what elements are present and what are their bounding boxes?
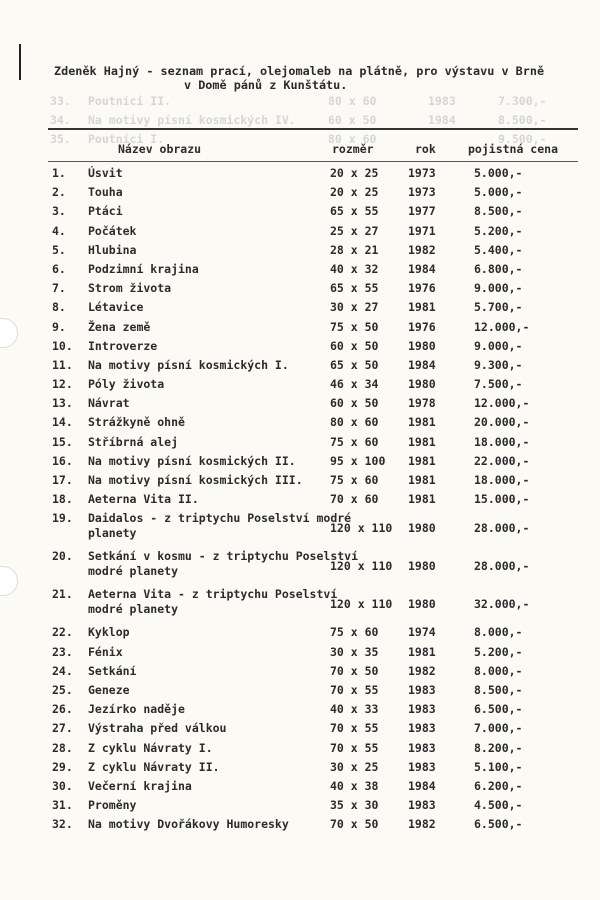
artwork-year: 1980 [408,521,436,536]
table-row [50,511,580,549]
insured-value: 8.000,- [474,663,523,678]
title-line-1: Zdeněk Hajný - seznam prací, olejomaleb na plátně, pro výstavu v Brně [54,64,545,78]
insured-value: 9.000,- [474,281,523,296]
artwork-title: Večerní krajina [88,778,192,793]
artwork-year: 1980 [408,377,436,392]
artwork-title: Počátek [88,223,137,238]
row-number: 19. [52,511,73,526]
artwork-year: 1983 [408,759,436,774]
insured-value: 4.500,- [474,798,523,813]
row-number: 20. [52,549,73,564]
row-number: 32. [52,817,73,832]
row-number: 15. [52,434,73,449]
artwork-year: 1978 [408,396,436,411]
insured-value: 5.700,- [474,300,523,315]
row-number: 28. [52,740,73,755]
table-row [50,281,580,300]
table-row [50,741,580,760]
artwork-title: Na motivy písní kosmických III. [88,473,303,487]
table-row [50,798,580,817]
artwork-title: Návrat [88,396,130,411]
artwork-year: 1974 [408,625,436,640]
insured-value: 6.500,- [474,817,523,832]
bleed-through-price: 7.300,- [498,94,547,108]
column-header-name: Název obrazu [118,142,202,156]
punch-hole [0,318,18,348]
artwork-title: Aeterna Vita II. [88,492,199,507]
artwork-title: Proměny [88,798,137,813]
insured-value: 6.500,- [474,702,523,717]
artwork-title: Úsvit [88,166,123,180]
row-number: 22. [52,625,73,640]
column-header-year: rok [415,142,436,156]
artwork-dimensions: 70 x 55 [330,740,379,755]
artwork-year: 1983 [408,702,436,717]
artwork-dimensions: 40 x 38 [330,778,379,793]
artwork-year: 1976 [408,319,436,334]
artwork-dimensions: 35 x 30 [330,798,379,813]
artwork-title: Touha [88,185,123,200]
insured-value: 12.000,- [474,396,530,411]
margin-mark [19,44,21,80]
artwork-title: Stříbrná alej [88,434,179,449]
artwork-dimensions: 20 x 25 [330,166,379,180]
artwork-year: 1983 [408,682,436,697]
artwork-title: Daidalos - z triptychu Poselství modré planety [88,511,352,541]
artwork-dimensions: 75 x 60 [330,434,379,449]
bleed-through-title: Na motivy písní kosmických IV. [88,113,296,127]
artwork-year: 1971 [408,223,436,238]
artwork-title: Podzimní krajina [88,261,199,276]
artwork-year: 1973 [408,166,436,180]
artwork-title: Kyklop [88,625,130,640]
artwork-year: 1984 [408,357,436,372]
artwork-year: 1976 [408,281,436,296]
insured-value: 8.500,- [474,682,523,697]
bleed-through-price: 9.500,- [498,132,547,146]
row-number: 8. [52,300,66,315]
table-row [50,625,580,644]
bleed-through-line [50,92,570,111]
table-row [50,204,580,223]
table-row [50,587,580,625]
artwork-title: Hlubina [88,242,137,257]
artwork-year: 1977 [408,204,436,219]
bleed-through-year: 1983 [428,94,456,108]
insured-value: 5.200,- [474,644,523,659]
insured-value: 9.000,- [474,338,523,353]
row-number: 26. [52,702,73,717]
row-number: 4. [52,223,66,238]
artwork-dimensions: 120 x 110 [330,559,393,574]
insured-value: 9.300,- [474,357,523,372]
artwork-dimensions: 120 x 110 [330,521,393,536]
insured-value: 5.400,- [474,242,523,257]
row-number: 12. [52,377,73,392]
artwork-dimensions: 65 x 55 [330,204,379,219]
table-row [50,320,580,339]
bleed-through-title: Poutníci I. [88,132,165,146]
insured-value: 5.000,- [474,185,523,200]
artwork-year: 1984 [408,261,436,276]
insured-value: 15.000,- [474,492,530,507]
table-header-rule [48,161,578,162]
column-header-price: pojistná cena [468,142,559,156]
row-number: 6. [52,261,66,276]
row-number: 21. [52,587,73,602]
insured-value: 28.000,- [474,521,530,536]
table-row [50,721,580,740]
artwork-year: 1983 [408,798,436,813]
table-row [50,817,580,836]
artwork-dimensions: 70 x 55 [330,682,379,697]
row-number: 30. [52,778,73,793]
artwork-year: 1981 [408,300,436,315]
row-number: 14. [52,415,73,430]
row-number: 25. [52,682,73,697]
artwork-dimensions: 46 x 34 [330,377,379,392]
artwork-title: Setkání v kosmu - z triptychu Poselství modré planety [88,549,359,579]
table-row [50,166,580,185]
artwork-dimensions: 70 x 60 [330,492,379,507]
artwork-title: Ptáci [88,204,123,219]
artworks-table [50,166,580,836]
insured-value: 7.000,- [474,721,523,736]
artwork-dimensions: 80 x 60 [330,415,379,430]
artwork-dimensions: 40 x 32 [330,261,379,276]
bleed-through-year: 1984 [428,113,456,127]
table-row [50,492,580,511]
insured-value: 6.800,- [474,261,523,276]
artwork-dimensions: 60 x 50 [330,396,379,411]
bleed-through-num: 35. [50,132,71,146]
insured-value: 22.000,- [474,453,530,468]
artwork-title: Strážkyně ohně [88,415,185,430]
document-title [54,64,589,92]
table-row [50,454,580,473]
artwork-dimensions: 70 x 50 [330,817,379,832]
artwork-dimensions: 65 x 50 [330,357,379,372]
table-row [50,664,580,683]
artwork-title: Geneze [88,682,130,697]
artwork-year: 1981 [408,453,436,468]
artwork-title: Na motivy písní kosmických I. [88,357,289,372]
artwork-title: Z cyklu Návraty II. [88,759,220,774]
row-number: 3. [52,204,66,219]
row-number: 24. [52,663,73,678]
artwork-year: 1980 [408,597,436,612]
artwork-year: 1981 [408,434,436,449]
artwork-title: Výstraha před válkou [88,721,227,736]
bleed-through-size: 80 x 60 [328,132,377,146]
artwork-dimensions: 30 x 35 [330,644,379,659]
artwork-title: Fénix [88,644,123,659]
row-number: 1. [52,166,66,180]
insured-value: 18.000,- [474,434,530,449]
table-row [50,243,580,262]
insured-value: 12.000,- [474,319,530,334]
table-row [50,358,580,377]
insured-value: 18.000,- [474,473,530,487]
table-top-rule [48,128,578,130]
table-row [50,396,580,415]
artwork-year: 1981 [408,473,436,487]
artwork-year: 1982 [408,817,436,832]
column-header-size: rozměr [332,142,374,156]
artwork-dimensions: 60 x 50 [330,338,379,353]
row-number: 2. [52,185,66,200]
insured-value: 28.000,- [474,559,530,574]
insured-value: 32.000,- [474,597,530,612]
table-row [50,377,580,396]
table-row [50,760,580,779]
row-number: 11. [52,357,73,372]
row-number: 10. [52,338,73,353]
artwork-title: Létavice [88,300,144,315]
artwork-year: 1983 [408,721,436,736]
row-number: 23. [52,644,73,659]
row-number: 27. [52,721,73,736]
bleed-through-title: Poutníci II. [88,94,172,108]
artwork-title: Strom života [88,281,172,296]
artwork-year: 1980 [408,338,436,353]
table-row [50,702,580,721]
artwork-year: 1982 [408,663,436,678]
table-row [50,185,580,204]
insured-value: 6.200,- [474,778,523,793]
artwork-title: Z cyklu Návraty I. [88,740,213,755]
row-number: 7. [52,281,66,296]
insured-value: 8.200,- [474,740,523,755]
artwork-dimensions: 95 x 100 [330,453,386,468]
table-row [50,683,580,702]
artwork-title: Na motivy Dvořákovy Humoresky [88,817,289,832]
table-row [50,779,580,798]
table-row [50,262,580,281]
artwork-dimensions: 70 x 50 [330,663,379,678]
table-row [50,549,580,587]
bleed-through-size: 60 x 50 [328,113,377,127]
bleed-through-num: 34. [50,113,71,127]
bleed-through-text [50,92,570,149]
artwork-year: 1981 [408,644,436,659]
insured-value: 5.200,- [474,223,523,238]
artwork-year: 1980 [408,559,436,574]
table-row [50,473,580,492]
artwork-dimensions: 20 x 25 [330,185,379,200]
insured-value: 7.500,- [474,377,523,392]
row-number: 29. [52,759,73,774]
row-number: 16. [52,453,73,468]
artwork-title: Jezírko naděje [88,702,185,717]
artwork-year: 1981 [408,492,436,507]
artwork-dimensions: 75 x 60 [330,473,379,487]
table-row [50,435,580,454]
artwork-dimensions: 120 x 110 [330,597,393,612]
artwork-title: Aeterna Vita - z triptychu Poselství modré planety [88,587,338,617]
artwork-year: 1982 [408,242,436,257]
bleed-through-size: 80 x 60 [328,94,377,108]
table-row [50,224,580,243]
insured-value: 5.100,- [474,759,523,774]
row-number: 31. [52,798,73,813]
artwork-title: Póly života [88,377,165,392]
artwork-year: 1973 [408,185,436,200]
artwork-dimensions: 70 x 55 [330,721,379,736]
insured-value: 20.000,- [474,415,530,430]
row-number: 5. [52,242,66,257]
punch-hole [0,566,18,596]
row-number: 9. [52,319,66,334]
artwork-year: 1981 [408,415,436,430]
artwork-year: 1984 [408,778,436,793]
row-number: 13. [52,396,73,411]
artwork-dimensions: 30 x 25 [330,759,379,774]
artwork-title: Na motivy písní kosmických II. [88,453,296,468]
artwork-title: Introverze [88,338,158,353]
title-line-2: v Domě pánů z Kunštátu. [184,78,348,92]
table-row [50,339,580,358]
table-row [50,300,580,319]
insured-value: 8.500,- [474,204,523,219]
bleed-through-num: 33. [50,94,71,108]
artwork-title: Setkání [88,663,137,678]
artwork-dimensions: 75 x 60 [330,625,379,640]
artwork-dimensions: 28 x 21 [330,242,379,257]
row-number: 18. [52,492,73,507]
row-number: 17. [52,473,73,487]
insured-value: 8.000,- [474,625,523,640]
artwork-dimensions: 40 x 33 [330,702,379,717]
bleed-through-price: 8.500,- [498,113,547,127]
artwork-year: 1983 [408,740,436,755]
artwork-dimensions: 75 x 50 [330,319,379,334]
artwork-dimensions: 30 x 27 [330,300,379,315]
insured-value: 5.000,- [474,166,523,180]
artwork-title: Žena země [88,319,151,334]
table-row [50,415,580,434]
artwork-dimensions: 25 x 27 [330,223,379,238]
artwork-dimensions: 65 x 55 [330,281,379,296]
table-row [50,645,580,664]
